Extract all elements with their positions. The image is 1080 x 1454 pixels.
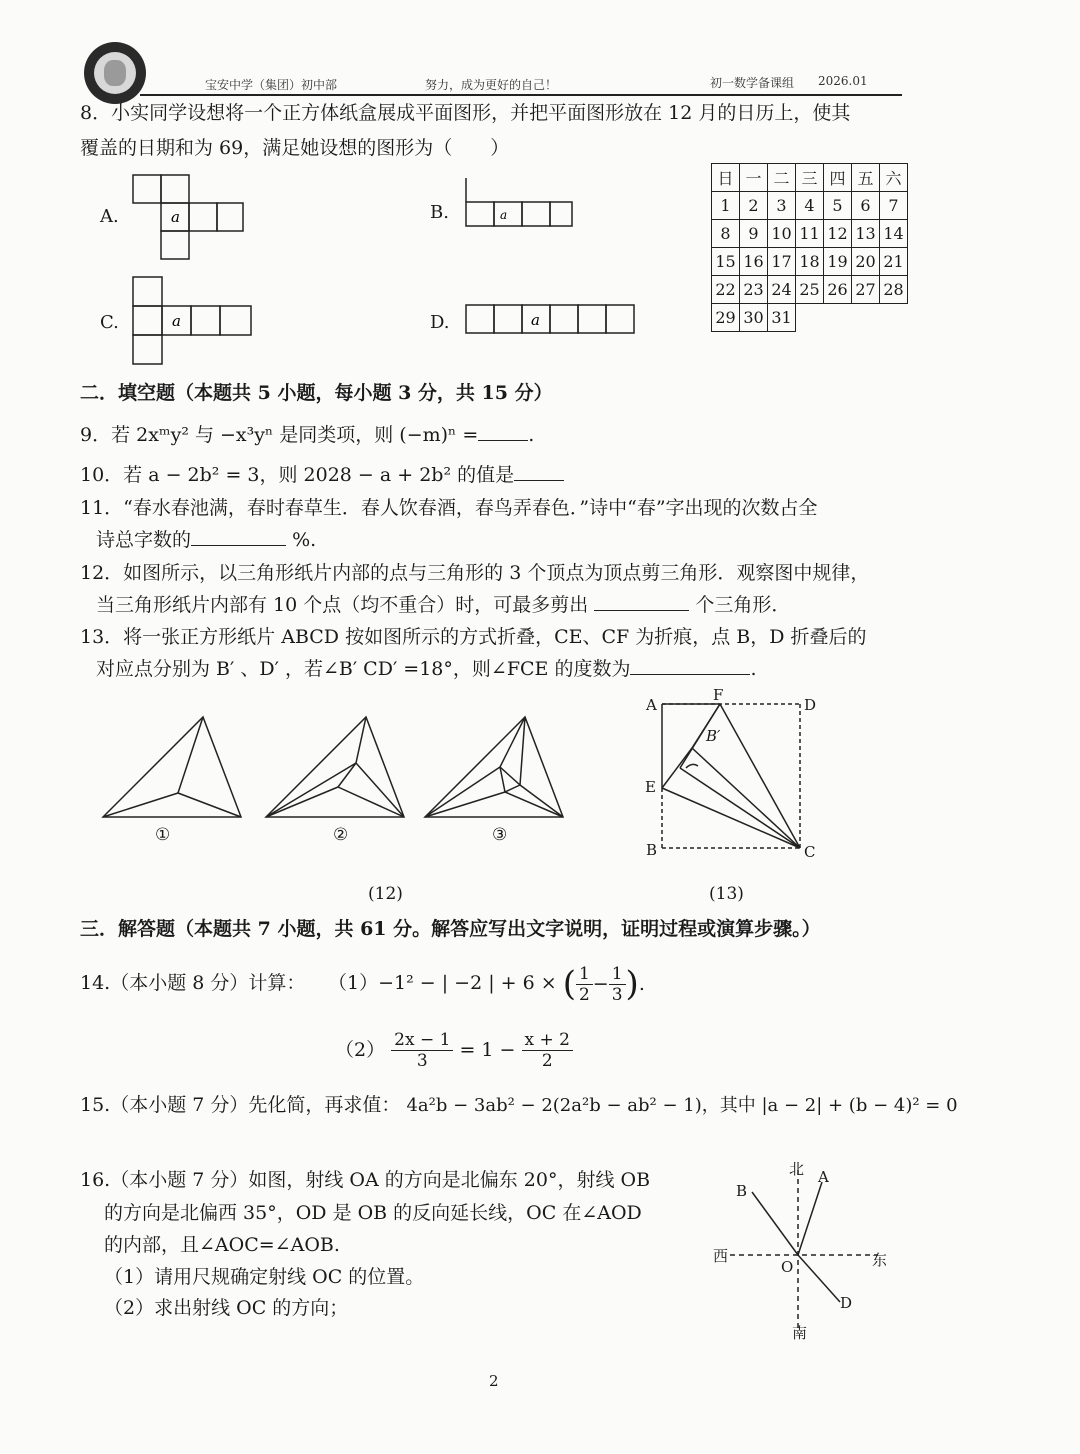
calendar-day: 28 (880, 276, 908, 304)
q13-line1: 13．将一张正方形纸片 ABCD 按如图所示的方式折叠，CE、CF 为折痕，点 B，D 折叠后的 (80, 626, 867, 648)
header-rule (140, 94, 902, 96)
fig13-point-b: B (646, 841, 658, 859)
net-d-cell-label: a (531, 311, 540, 329)
fig12-label-3: ③ (492, 825, 508, 845)
fig13-folded-square (640, 688, 830, 863)
fig16-point-o: O (781, 1258, 794, 1276)
calendar-header: 五 (852, 164, 880, 192)
fig16-point-d: D (840, 1294, 853, 1312)
fig12-caption: (12) (368, 884, 403, 904)
q11-line2 (96, 525, 316, 555)
fig16-east: 东 (872, 1251, 888, 1269)
calendar-day: 1 (712, 192, 740, 220)
q8-line2: 覆盖的日期和为 69，满足她设想的图形为（ ） (80, 137, 510, 159)
fig13-point-f: F (713, 686, 724, 704)
q12-blank[interactable] (594, 610, 689, 611)
calendar-day: 17 (768, 248, 796, 276)
q14-frac2: $\frac{1}{3}$ (609, 964, 626, 1005)
fig16-compass (700, 1160, 890, 1340)
fig12-triangle-3 (425, 715, 565, 820)
fig12-label-2: ② (333, 825, 349, 845)
section2-title: 二．填空题（本题共 5 小题，每小题 3 分，共 15 分） (80, 382, 553, 404)
fig16-west: 西 (713, 1247, 729, 1265)
net-c (133, 277, 258, 369)
calendar-day: 18 (796, 248, 824, 276)
calendar-header: 一 (740, 164, 768, 192)
q12-line2b: 个三角形． (695, 594, 791, 616)
school-logo (84, 42, 146, 104)
calendar-week (712, 276, 908, 304)
fig13-point-a: A (646, 696, 657, 714)
calendar-day: 4 (796, 192, 824, 220)
q16-sub1: （1）请用尺规确定射线 OC 的位置。 (104, 1266, 425, 1288)
calendar-day: 31 (768, 304, 796, 332)
q13-line2: 对应点分别为 B′ 、D′ ，若∠B′ CD′ =18°，则∠FCE 的度数为 . (96, 658, 757, 680)
net-b (463, 178, 583, 238)
calendar-week (712, 192, 908, 220)
calendar-day: 8 (712, 220, 740, 248)
q9-label: 9．若 2xᵐy² 与 −x³yⁿ 是同类项，则 (−m)ⁿ = (80, 424, 479, 446)
section3-title: 三．解答题（本题共 7 小题，共 61 分。解答应写出文字说明，证明过程或演算步骤。） (80, 918, 821, 940)
calendar-day: 20 (852, 248, 880, 276)
q14-lead: 14.（本小题 8 分）计算： (80, 972, 306, 994)
calendar-header: 二 (768, 164, 796, 192)
q14-frac3: $\frac{2x - 1}{3}$ (391, 1030, 453, 1071)
q11-blank[interactable] (191, 545, 286, 546)
calendar-day: 25 (796, 276, 824, 304)
december-calendar (711, 163, 908, 332)
header-school: 宝安中学（集团）初中部 (205, 78, 338, 92)
q12-line2a: 当三角形纸片内部有 10 个点（均不重合）时，可最多剪出 (96, 594, 589, 616)
calendar-day: 30 (740, 304, 768, 332)
q11-line2a: 诗总字数的 (96, 529, 192, 551)
q15-lead: 15.（本小题 7 分）先化简，再求值： (80, 1094, 401, 1116)
q14-mid: = 1 − (459, 1039, 516, 1061)
option-d-label: D. (430, 312, 450, 333)
fig13-point-bprime: B′ (706, 727, 721, 745)
calendar-week (712, 304, 908, 332)
fig16-point-a: A (818, 1168, 829, 1186)
net-c-cell-label: a (172, 312, 181, 330)
q15-expr: 4a²b − 3ab² − 2(2a²b − ab² − 1)，其中 |a − 2| + (b − 4)² = 0 (406, 1095, 958, 1116)
q14-part1: （1）−1² − | −2 | + 6 × ( $\frac{1}{2}$ − $\frac{1}{3}$ ). (328, 963, 645, 1005)
q11-line1: 11．“春水春池满，春时春草生．春人饮春酒，春鸟弄春色．”诗中“春”字出现的次数占全 (80, 497, 818, 519)
net-d (466, 305, 641, 337)
q14-part2 (335, 1024, 573, 1075)
calendar-day: 9 (740, 220, 768, 248)
q16-line1: 16.（本小题 7 分）如图，射线 OA 的方向是北偏东 20°，射线 OB (80, 1169, 651, 1191)
fig13-point-e: E (645, 778, 656, 796)
calendar-day: 16 (740, 248, 768, 276)
header-date: 2026.01 (818, 74, 868, 88)
calendar-day: 6 (852, 192, 880, 220)
calendar-day: 7 (880, 192, 908, 220)
net-a-cell-label: a (171, 208, 180, 226)
q8-line1: 8．小实同学设想将一个正方体纸盒展成平面图形，并把平面图形放在 12 月的日历上，使其 (80, 102, 851, 124)
calendar-header: 六 (880, 164, 908, 192)
calendar-day: 2 (740, 192, 768, 220)
calendar-day: 27 (852, 276, 880, 304)
calendar-header: 四 (824, 164, 852, 192)
q14-part2-label: （2） (335, 1039, 386, 1061)
net-a (133, 175, 253, 265)
q14-frac4: $\frac{x + 2}{2}$ (522, 1030, 573, 1071)
calendar-day: 22 (712, 276, 740, 304)
header-motto: 努力，成为更好的自己！ (425, 78, 558, 92)
q16-line3: 的内部，且∠AOC=∠AOB. (104, 1234, 340, 1256)
calendar-header: 三 (796, 164, 824, 192)
q10-blank[interactable] (514, 480, 564, 481)
calendar-day: 15 (712, 248, 740, 276)
fig13-point-c: C (804, 843, 816, 861)
calendar-week (712, 248, 908, 276)
option-b-label: B. (430, 202, 449, 223)
option-a-label: A. (100, 206, 119, 227)
q14-frac1: $\frac{1}{2}$ (576, 964, 593, 1005)
option-c-label: C. (100, 312, 119, 333)
calendar-day: 3 (768, 192, 796, 220)
q13-blank[interactable] (630, 674, 750, 675)
q14-part1-text: （1）−1² − | −2 | + 6 × (328, 972, 557, 994)
page-number: 2 (489, 1372, 499, 1390)
q16-sub2: （2）求出射线 OC 的方向； (104, 1297, 349, 1319)
calendar-day: 10 (768, 220, 796, 248)
calendar-day: 13 (852, 220, 880, 248)
fig13-point-d: D (804, 696, 817, 714)
fig12-triangle-2 (266, 715, 406, 820)
fig12-label-1: ① (155, 825, 171, 845)
q15 (80, 1090, 958, 1121)
q11-line2b: %. (292, 529, 317, 551)
net-b-cell-label: a (500, 208, 508, 222)
calendar-day: 29 (712, 304, 740, 332)
fig12-triangle-1 (103, 715, 243, 820)
q12-line1: 12．如图所示，以三角形纸片内部的点与三角形的 3 个顶点为顶点剪三角形．观察图中规律， (80, 562, 870, 584)
q13-line2a: 对应点分别为 B′ 、D′ ，若∠B′ CD′ =18°，则∠FCE 的度数为 (96, 658, 631, 680)
fig16-south: 南 (792, 1324, 808, 1342)
calendar-header-row (712, 164, 908, 192)
header-group: 初一数学备课组 (710, 76, 795, 90)
calendar-week (712, 220, 908, 248)
calendar-header: 日 (712, 164, 740, 192)
q9-blank[interactable] (478, 440, 528, 441)
calendar-day: 24 (768, 276, 796, 304)
calendar-day: 11 (796, 220, 824, 248)
fig16-point-b: B (736, 1182, 748, 1200)
fig16-north: 北 (789, 1160, 805, 1178)
q12-line2 (96, 590, 790, 620)
calendar-day: 5 (824, 192, 852, 220)
calendar-day: 26 (824, 276, 852, 304)
q9-text: 9．若 2xᵐy² 与 −x³yⁿ 是同类项，则 (−m)ⁿ = . (80, 424, 535, 446)
calendar-day: 19 (824, 248, 852, 276)
fig13-caption: (13) (709, 884, 744, 904)
calendar-day: 14 (880, 220, 908, 248)
q16-line2: 的方向是北偏西 35°，OD 是 OB 的反向延长线，OC 在∠AOD (104, 1202, 642, 1224)
calendar-day: 21 (880, 248, 908, 276)
q10-label: 10．若 a − 2b² = 3，则 2028 − a + 2b² 的值是 (80, 464, 515, 486)
calendar-day: 23 (740, 276, 768, 304)
q10-text (80, 460, 564, 490)
calendar-day: 12 (824, 220, 852, 248)
